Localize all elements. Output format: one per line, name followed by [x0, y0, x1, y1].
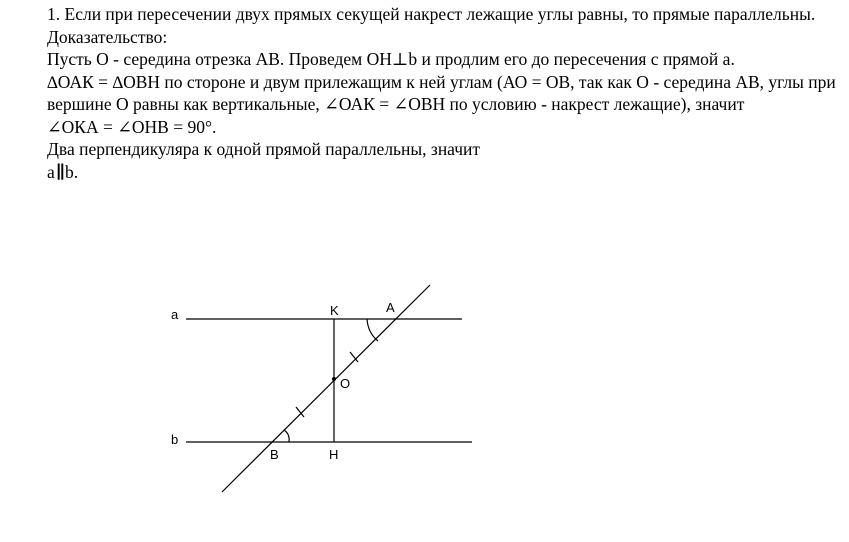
label-point-k: K [330, 303, 339, 318]
conclusion-line-a: a [47, 161, 55, 182]
proof-step-1: Пусть О - середина отрезка АВ. Проведем ОН⊥b и продлим его до пересечения с прямой а. [47, 49, 735, 69]
label-point-b: B [270, 447, 279, 462]
label-point-o: O [340, 376, 351, 391]
proof-step-2: ∆ОАК = ∆ОВН по стороне и двум прилежащим к ней углам (АО = ОВ, так как О - середина АВ, углы при вершине О равны как вертикальные, ∠ОАК = ∠ОВН по условию - накрест лежащие), значит [47, 71, 836, 114]
conclusion-line-b: b. [65, 161, 79, 182]
point-o-dot [332, 377, 336, 381]
label-point-a: A [386, 300, 395, 315]
label-point-h: H [329, 447, 339, 462]
label-line-b: b [171, 432, 179, 447]
proof-heading: Доказательство: [47, 26, 168, 47]
proof-step-3: ∠ОКА = ∠ОНВ = 90°. [47, 116, 217, 137]
secant-line [222, 285, 430, 492]
label-line-a: a [171, 307, 179, 322]
proof-step-4: Два перпендикуляра к одной прямой параллельны, значит [47, 139, 481, 159]
angle-arc-b [284, 430, 289, 442]
parallel-sign: ∥ [55, 161, 65, 182]
theorem-statement: 1. Если при пересечении двух прямых секущей накрест лежащие углы равны, то прямые параллельны. [47, 4, 816, 24]
